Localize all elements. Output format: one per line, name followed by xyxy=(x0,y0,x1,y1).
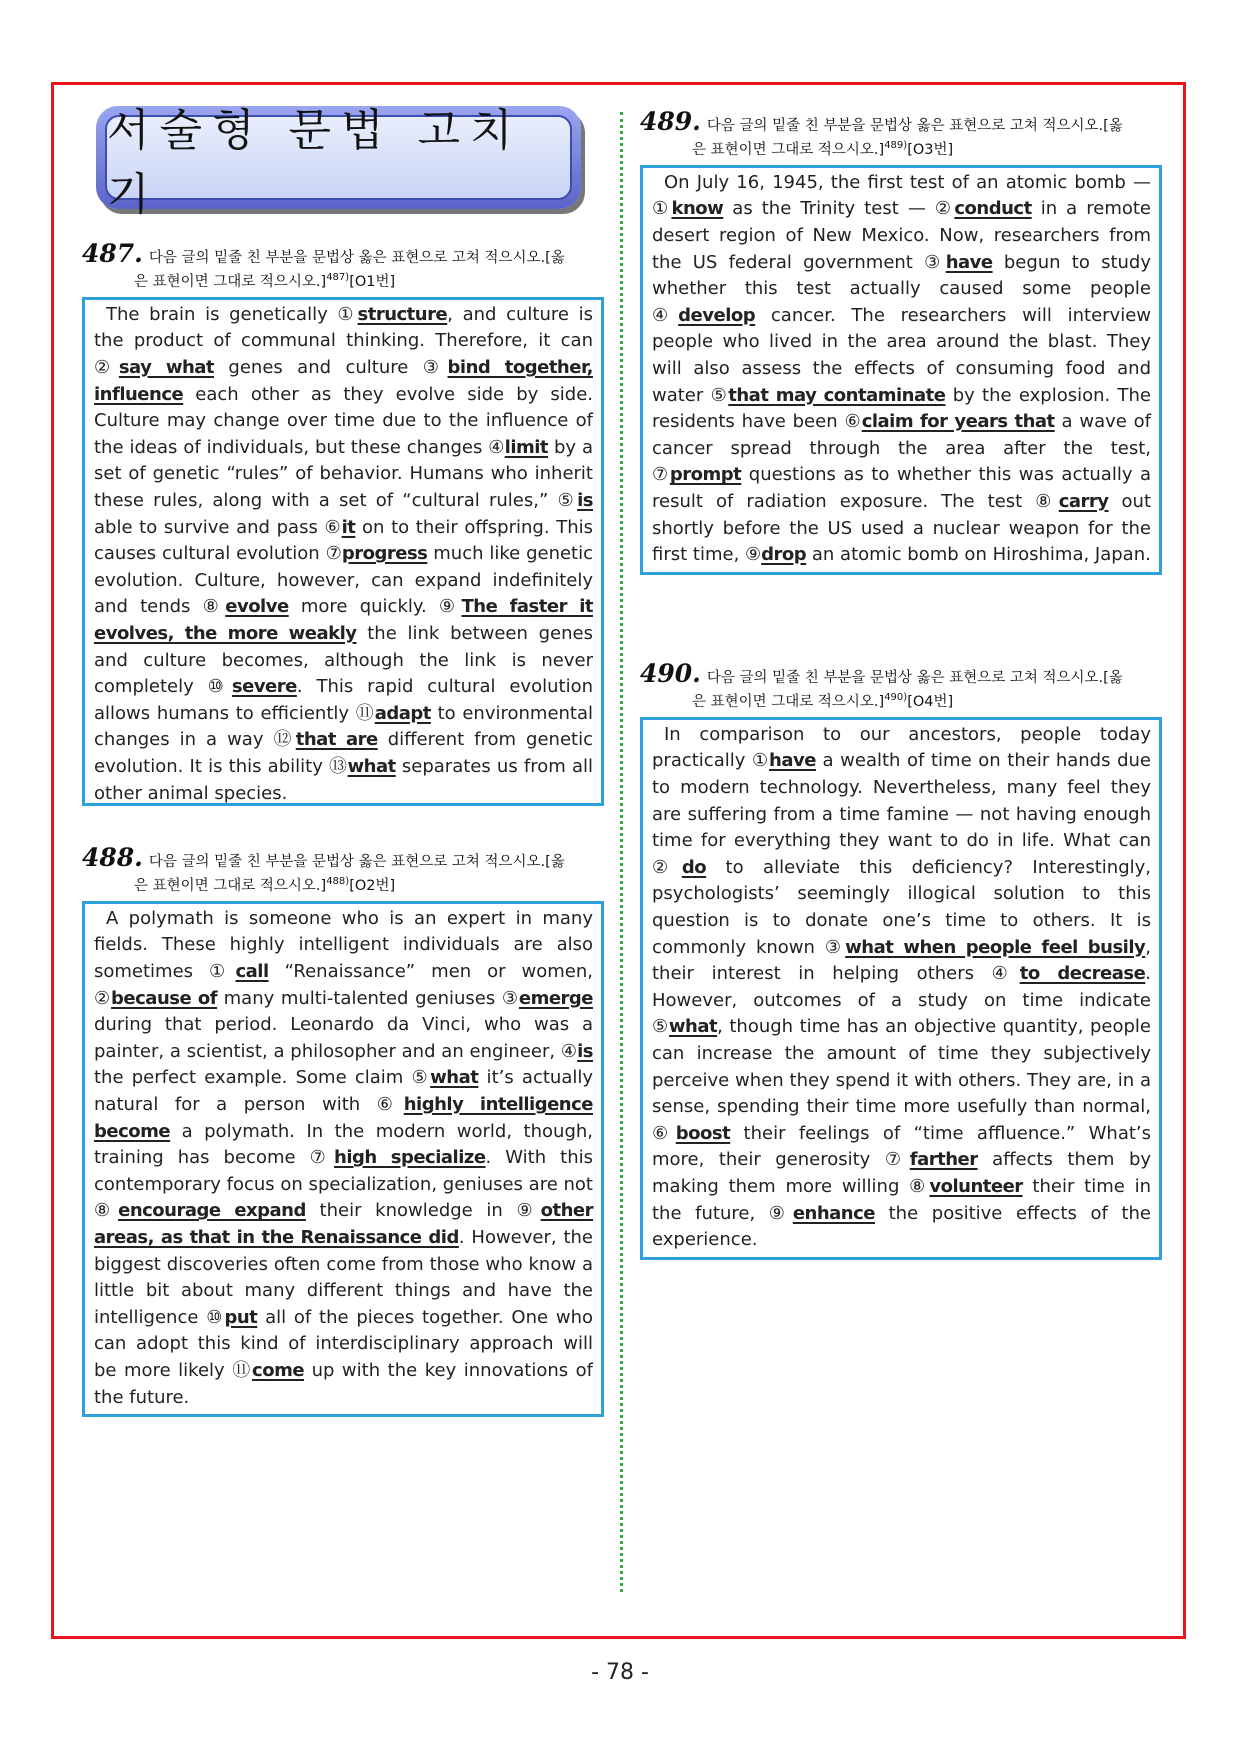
underlined-expression-text: it xyxy=(341,516,356,538)
underlined-expression xyxy=(342,543,428,564)
blank-marker: ③ xyxy=(924,251,946,273)
underlined-expression-text: severe xyxy=(231,676,297,698)
underlined-expression-text: is xyxy=(577,489,593,511)
underlined-expression xyxy=(519,988,593,1009)
blank-marker: ② xyxy=(94,357,119,379)
passage-box xyxy=(82,297,604,806)
underlined-expression-text: bind together, influence xyxy=(94,357,594,405)
blank-marker: ⑫ xyxy=(273,729,296,751)
blank-marker: ⑬ xyxy=(329,755,348,777)
underlined-expression xyxy=(118,1200,306,1221)
instruction-line1: 다음 글의 밑줄 친 부분을 문법상 옳은 표현으로 고쳐 적으시오.[옳 xyxy=(706,118,1123,134)
underlined-expression xyxy=(862,411,1055,432)
underlined-expression xyxy=(296,729,378,750)
blank-marker: ⑦ xyxy=(652,464,670,486)
underlined-expression-text: is xyxy=(577,1040,593,1062)
underlined-expression xyxy=(728,385,945,406)
passage-text-run: different from genetic evolution. It is this ability xyxy=(94,729,593,777)
underlined-expression xyxy=(375,703,431,724)
footnote-ref: 489) xyxy=(884,140,908,151)
underlined-expression-text: boost xyxy=(675,1122,731,1144)
underlined-expression xyxy=(1059,491,1109,512)
blank-marker: ④ xyxy=(488,436,505,458)
underlined-expression-text: drop xyxy=(761,544,807,566)
underlined-expression-text: to decrease xyxy=(1019,963,1146,985)
passage-text-run: , and culture is the product of communal thinking. Therefore, it can xyxy=(94,303,593,352)
blank-marker: ① xyxy=(752,750,770,772)
blank-marker: ⑩ xyxy=(207,676,232,698)
passage-text-run: each other as they evolve side by side. Culture may change over time due to the influence of the ideas of individuals, but these changes xyxy=(94,383,593,458)
underlined-expression-text: come xyxy=(252,1359,305,1381)
page-title: 서술형 문법 고치기 xyxy=(107,104,523,220)
passage-text-run: to environmental changes in a way xyxy=(94,702,594,751)
blank-marker: ⑥ xyxy=(376,1093,404,1115)
underlined-expression-text: high specialize xyxy=(334,1147,486,1169)
underlined-expression xyxy=(111,988,217,1009)
underlined-expression xyxy=(235,961,268,982)
passage-text-run: a polymath. In the modern world, though, training has become xyxy=(94,1120,593,1169)
underlined-expression-text: emerge xyxy=(518,987,594,1009)
underlined-expression xyxy=(761,544,806,565)
footnote-ref: 490) xyxy=(884,692,908,703)
passage-text-run: the positive effects of the experience. xyxy=(652,1202,1151,1251)
underlined-expression-text: encourage expand xyxy=(118,1200,306,1222)
underlined-expression-text: claim for years that xyxy=(861,411,1055,433)
passage-text-run: separates us from all other animal species. xyxy=(94,755,593,804)
page-number: - 78 - xyxy=(591,1660,649,1685)
underlined-expression xyxy=(676,1123,730,1144)
passage-text-run: much like genetic evolution. Culture, however, can expand indefinitely and tends xyxy=(94,543,594,618)
underlined-expression-text: call xyxy=(235,961,269,983)
underlined-expression xyxy=(334,1147,486,1168)
passage-text-run: an atomic bomb on Hiroshima, Japan. xyxy=(806,544,1151,566)
blank-marker: ③ xyxy=(422,357,448,379)
instruction-text: 은 표현이면 그대로 적으시오.] xyxy=(692,141,885,158)
passage-text-run: In comparison to our ancestors, people today practically xyxy=(652,723,1151,772)
passage-text-run: to alleviate this deficiency? Interestingly, psychologists’ seemingly illogical solution to this question is to donate one’s time to others. It is commonly known xyxy=(652,856,1152,958)
passage-text-run: many multi-talented geniuses xyxy=(217,987,502,1009)
passage-text-run: a wealth of time on their hands due to modern technology. Nevertheless, many feel they are suffering from a time famine — not having enough time for everything they want to do in life. What can xyxy=(652,750,1151,852)
blank-marker: ⑧ xyxy=(94,1200,119,1222)
underlined-expression xyxy=(1020,963,1146,984)
blank-marker: ③ xyxy=(501,987,519,1009)
passage-box xyxy=(640,717,1162,1260)
underlined-expression-text: have xyxy=(945,251,993,273)
blank-marker: ⑥ xyxy=(652,1122,676,1144)
underlined-expression xyxy=(225,596,288,617)
blank-marker: ④ xyxy=(991,963,1020,985)
column-divider xyxy=(620,112,623,1592)
instruction-text: 은 표현이면 그대로 적으시오.] xyxy=(692,693,885,710)
passage-text-run: in a remote desert region of New Mexico. Now, researchers from the US federal government xyxy=(652,198,1152,273)
passage-text-run: genes and culture xyxy=(214,357,423,379)
underlined-expression-text: farther xyxy=(909,1149,978,1171)
passage-text-run: “Renaissance” men or women, xyxy=(268,961,594,983)
underlined-expression xyxy=(119,357,214,378)
instruction-line1: 다음 글의 밑줄 친 부분을 문법상 옳은 표현으로 고쳐 적으시오.[옳 xyxy=(148,250,565,266)
passage-text-run: On July 16, 1945, the first test of an atomic bomb — xyxy=(664,171,1151,193)
underlined-expression-text: have xyxy=(769,750,816,772)
underlined-expression xyxy=(342,517,356,538)
underlined-expression-text: do xyxy=(681,856,707,878)
question-header xyxy=(640,107,1162,160)
blank-marker: ⑪ xyxy=(355,702,375,724)
blank-marker: ② xyxy=(934,198,955,220)
blank-marker: ⑨ xyxy=(745,544,762,566)
underlined-expression-text: what when people feel busily xyxy=(845,936,1146,958)
passage-text-run: . However, the biggest discoveries often come from those who know a little bit about many different things and have the intelligence xyxy=(94,1226,593,1328)
underlined-expression-text: limit xyxy=(504,436,549,458)
blank-marker: ① xyxy=(652,198,672,220)
passage-text xyxy=(652,170,1151,569)
underlined-expression-text: prompt xyxy=(669,464,742,486)
passage-text-run: cancer. The researchers will interview people who lived in the area around the blast. They will also assess the effects of consuming food and water xyxy=(652,304,1151,406)
question-487 xyxy=(82,239,604,806)
passage-text-run: their feelings of “time affluence.” What’s more, their generosity xyxy=(652,1122,1151,1171)
underlined-expression-text: what xyxy=(668,1016,718,1038)
underlined-expression-text: put xyxy=(224,1306,258,1328)
blank-marker: ⑨ xyxy=(768,1202,793,1224)
underlined-expression-text: evolve xyxy=(225,596,289,618)
passage-text-run: during that period. Leonardo da Vinci, who was a painter, a scientist, a philosopher and an engineer, xyxy=(94,1014,593,1062)
blank-marker: ⑨ xyxy=(438,596,462,618)
footnote-ref: 488) xyxy=(326,876,350,887)
blank-marker: ② xyxy=(652,856,682,878)
passage-text-run: , their interest in helping others xyxy=(652,936,1151,985)
underlined-expression xyxy=(348,756,396,777)
instruction-text: 은 표현이면 그대로 적으시오.] xyxy=(134,273,327,290)
passage-text xyxy=(652,722,1151,1254)
underlined-expression-text: say what xyxy=(118,357,215,379)
underlined-expression-text: that may contaminate xyxy=(728,384,946,406)
passage-text-run: all of the pieces together. One who can adopt this kind of interdisciplinary approach will be more likely xyxy=(94,1306,593,1381)
footnote-ref: 487) xyxy=(326,272,350,283)
blank-marker: ④ xyxy=(560,1040,578,1062)
passage-text-run: up with the key innovations of the future. xyxy=(94,1359,594,1408)
blank-marker: ⑤ xyxy=(411,1067,431,1089)
blank-marker: ⑤ xyxy=(652,1016,669,1038)
underlined-expression-text: what xyxy=(430,1067,479,1089)
passage-text-run: . However, outcomes of a study on time indicate xyxy=(652,963,1152,1011)
underlined-expression xyxy=(577,490,593,511)
passage-text-run: their time in the future, xyxy=(652,1175,1151,1224)
blank-marker: ⑧ xyxy=(909,1175,930,1197)
passage-text-run: more quickly. xyxy=(288,596,439,618)
underlined-expression-text: what xyxy=(347,755,396,777)
underlined-expression xyxy=(769,750,816,771)
passage-box xyxy=(640,165,1162,575)
instruction-line2 xyxy=(640,688,1162,712)
question-490 xyxy=(640,659,1162,1260)
blank-marker: ⑦ xyxy=(884,1149,910,1171)
instruction-line2 xyxy=(82,268,604,292)
underlined-expression xyxy=(671,198,723,219)
blank-marker: ① xyxy=(209,961,236,983)
question-number: 489. xyxy=(640,107,701,136)
underlined-expression xyxy=(224,1307,257,1328)
instruction-line2 xyxy=(640,136,1162,160)
blank-marker: ⑪ xyxy=(232,1359,253,1381)
underlined-expression-text: conduct xyxy=(954,198,1032,220)
question-488 xyxy=(82,843,604,1417)
passage-text-run: questions as to whether this was actually a result of radiation exposure. The test xyxy=(652,464,1152,512)
question-number: 488. xyxy=(82,843,143,872)
passage-text-run: a wave of cancer spread through the area after the test, xyxy=(652,411,1151,459)
underlined-expression-text: carry xyxy=(1058,490,1109,512)
underlined-expression-text: develop xyxy=(678,304,756,326)
passage-box xyxy=(82,901,604,1417)
underlined-expression xyxy=(252,1360,304,1381)
underlined-expression xyxy=(845,937,1145,958)
passage-text-run: The brain is genetically xyxy=(106,303,338,325)
question-header xyxy=(82,843,604,896)
passage-text-run: by the explosion. The residents have been xyxy=(652,384,1151,433)
underlined-expression-text: structure xyxy=(357,303,448,325)
blank-marker: ② xyxy=(94,987,112,1009)
underlined-expression xyxy=(430,1067,478,1088)
underlined-expression-text: highly intelligence become xyxy=(94,1093,593,1142)
underlined-expression xyxy=(793,1203,875,1224)
question-tag: [O3번] xyxy=(907,141,954,158)
title-inner xyxy=(105,104,572,220)
blank-marker: ⑧ xyxy=(1035,490,1059,512)
passage-text-run: out shortly before the US used a nuclear weapon for the first time, xyxy=(652,490,1151,566)
passage-text-run: the perfect example. Some claim xyxy=(94,1067,412,1089)
passage-text-run: . With this contemporary focus on specialization, geniuses are not xyxy=(94,1147,593,1195)
blank-marker: ⑤ xyxy=(710,384,729,406)
underlined-expression-text: because of xyxy=(111,987,218,1009)
blank-marker: ④ xyxy=(652,304,679,326)
underlined-expression xyxy=(577,1041,593,1062)
question-header xyxy=(640,659,1162,712)
blank-marker: ⑥ xyxy=(844,411,862,433)
blank-marker: ⑤ xyxy=(557,489,578,511)
passage-text-run: affects them by making them more willing xyxy=(652,1149,1152,1197)
underlined-expression xyxy=(505,437,548,458)
passage-text-run: A polymath is someone who is an expert in many fields. These highly intelligent individuals are also sometimes xyxy=(94,907,593,983)
underlined-expression xyxy=(232,676,297,697)
instruction-line2 xyxy=(82,872,604,896)
underlined-expression xyxy=(669,1016,717,1037)
underlined-expression-text: volunteer xyxy=(929,1175,1023,1197)
blank-marker: ⑦ xyxy=(309,1147,334,1169)
title-banner xyxy=(96,104,581,220)
blank-marker: ⑧ xyxy=(202,596,226,618)
passage-text-run: begun to study whether this test actually caused some people xyxy=(652,251,1152,300)
passage-text-run: it’s actually natural for a person with xyxy=(94,1067,593,1115)
passage-text-run: the link between genes and culture becomes, although the link is never completely xyxy=(94,622,593,698)
underlined-expression-text: enhance xyxy=(792,1202,875,1224)
underlined-expression-text: The faster it evolves, the more weakly xyxy=(94,596,593,644)
blank-marker: ⑨ xyxy=(516,1200,541,1222)
passage-text xyxy=(94,906,593,1411)
underlined-expression xyxy=(946,252,993,273)
question-number: 490. xyxy=(640,659,701,688)
instruction-line1: 다음 글의 밑줄 친 부분을 문법상 옳은 표현으로 고쳐 적으시오.[옳 xyxy=(148,854,565,870)
passage-text-run: , though time has an objective quantity, people can increase the amount of time they subjectively perceive when they spend it with others. They are, in a sense, spending their time more usefully than normal, xyxy=(652,1016,1151,1118)
underlined-expression xyxy=(358,304,448,325)
underlined-expression-text: that are xyxy=(295,729,378,751)
underlined-expression-text: other areas, as that in the Renaissance did xyxy=(94,1200,594,1248)
underlined-expression xyxy=(954,198,1031,219)
passage-text-run: their knowledge in xyxy=(305,1200,517,1222)
passage-text xyxy=(94,302,593,807)
underlined-expression-text: progress xyxy=(341,543,428,565)
underlined-expression-text: adapt xyxy=(374,702,431,724)
question-header xyxy=(82,239,604,292)
passage-text-run: . This rapid cultural evolution allows humans to efficiently xyxy=(94,676,593,724)
question-tag: [O1번] xyxy=(349,273,396,290)
question-tag: [O2번] xyxy=(349,877,396,894)
blank-marker: ⑩ xyxy=(206,1306,225,1328)
underlined-expression xyxy=(929,1176,1022,1197)
blank-marker: ⑦ xyxy=(325,543,342,565)
underlined-expression-text: know xyxy=(671,198,724,220)
instruction-line1: 다음 글의 밑줄 친 부분을 문법상 옳은 표현으로 고쳐 적으시오.[옳 xyxy=(706,670,1123,686)
passage-text-run: by a set of genetic “rules” of behavior. Humans who inherit these rules, along with a set of “cultural rules,” xyxy=(94,436,594,511)
blank-marker: ③ xyxy=(824,936,846,958)
question-number: 487. xyxy=(82,239,143,268)
passage-text-run: as the Trinity test — xyxy=(723,198,935,220)
blank-marker: ① xyxy=(337,303,358,325)
underlined-expression xyxy=(670,464,741,485)
underlined-expression xyxy=(910,1149,978,1170)
question-tag: [O4번] xyxy=(907,693,954,710)
instruction-text: 은 표현이면 그대로 적으시오.] xyxy=(134,877,327,894)
passage-text-run: on to their offspring. This causes cultural evolution xyxy=(94,516,594,565)
blank-marker: ⑥ xyxy=(324,516,342,538)
underlined-expression xyxy=(678,305,755,326)
underlined-expression xyxy=(682,857,706,878)
passage-text-run: able to survive and pass xyxy=(94,516,325,538)
question-489 xyxy=(640,107,1162,575)
